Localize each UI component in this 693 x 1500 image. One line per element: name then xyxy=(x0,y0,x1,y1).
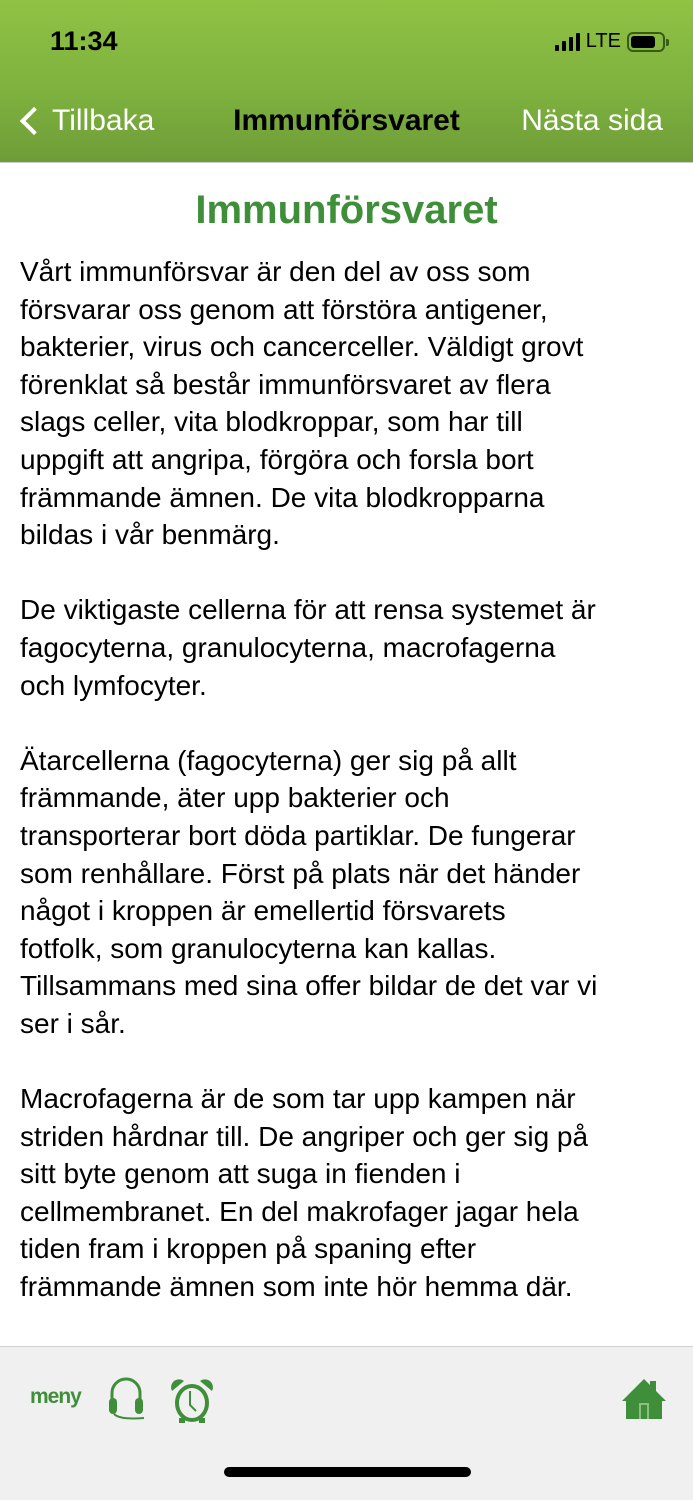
text-line: transporterar bort döda partiklar. De fungerar xyxy=(20,819,576,851)
text-line: Ätarcellerna (fagocyterna) ger sig på allt xyxy=(20,744,517,776)
text-line: Vårt immunförsvar är den del av oss som xyxy=(20,256,531,287)
bottom-toolbar xyxy=(0,1346,693,1500)
text-line: striden hårdnar till. De angriper och ger sig på xyxy=(20,1120,589,1152)
paragraph xyxy=(20,742,597,1043)
nav-title: Immunförsvaret xyxy=(233,104,460,137)
text-line: uppgift att angripa, förgöra och forsla bort xyxy=(20,443,534,475)
text-line: De viktigaste cellerna för att rensa systemet är xyxy=(20,594,596,626)
text-line: förenklat så består immunförsvaret av flera xyxy=(20,368,551,400)
text-line: fagocyterna, granulocyterna, macrofagerna xyxy=(20,631,556,663)
back-label: Tillbaka xyxy=(52,104,155,137)
article-body xyxy=(20,253,597,1343)
paragraph xyxy=(20,253,597,554)
signal-icon xyxy=(555,33,580,51)
headset-icon[interactable] xyxy=(106,1377,150,1423)
text-line: främmande, äter upp bakterier och xyxy=(20,782,450,814)
text-line: tiden fram i kroppen på spaning efter xyxy=(20,1233,477,1265)
text-line: ser i sår. xyxy=(20,1007,126,1039)
status-indicators xyxy=(555,30,665,53)
text-line: cellmembranet. En del makrofager jagar hela xyxy=(20,1195,579,1227)
text-line: fotfolk, som granulocyterna kan kallas. xyxy=(20,932,497,964)
network-label: LTE xyxy=(585,30,621,52)
text-line: något i kroppen är emellertid försvarets xyxy=(20,895,506,927)
text-line: främmande ämnen som inte hör hemma där. xyxy=(20,1271,573,1303)
text-line: bildas i vår benmärg. xyxy=(20,519,280,551)
text-line: som renhållare. Först på plats när det händer xyxy=(20,857,581,889)
text-line: bakterier, virus och cancerceller. Väldigt grovt xyxy=(20,331,584,363)
status-time: 11:34 xyxy=(50,26,118,56)
paragraph xyxy=(20,591,597,704)
text-line: och lymfocyter. xyxy=(20,669,207,701)
home-icon[interactable] xyxy=(622,1377,666,1421)
home-indicator[interactable] xyxy=(224,1467,471,1477)
alarm-clock-icon[interactable] xyxy=(168,1377,216,1425)
battery-icon xyxy=(627,32,665,52)
menu-button[interactable]: meny xyxy=(30,1385,81,1408)
page-title: Immunförsvaret xyxy=(195,188,498,232)
text-line: Macrofagerna är de som tar upp kampen när xyxy=(20,1083,576,1115)
text-line: Tillsammans med sina offer bildar de det var vi xyxy=(20,970,598,1002)
text-line: främmande ämnen. De vita blodkropparna xyxy=(20,481,545,513)
text-line: sitt byte genom att suga in fienden i xyxy=(20,1158,461,1190)
paragraph xyxy=(20,1080,597,1306)
text-line: slags celler, vita blodkroppar, som har till xyxy=(20,406,523,438)
text-line: försvarar oss genom att förstöra antigener, xyxy=(20,293,548,325)
navigation-header xyxy=(0,0,693,163)
next-page-button[interactable]: Nästa sida xyxy=(521,104,663,137)
